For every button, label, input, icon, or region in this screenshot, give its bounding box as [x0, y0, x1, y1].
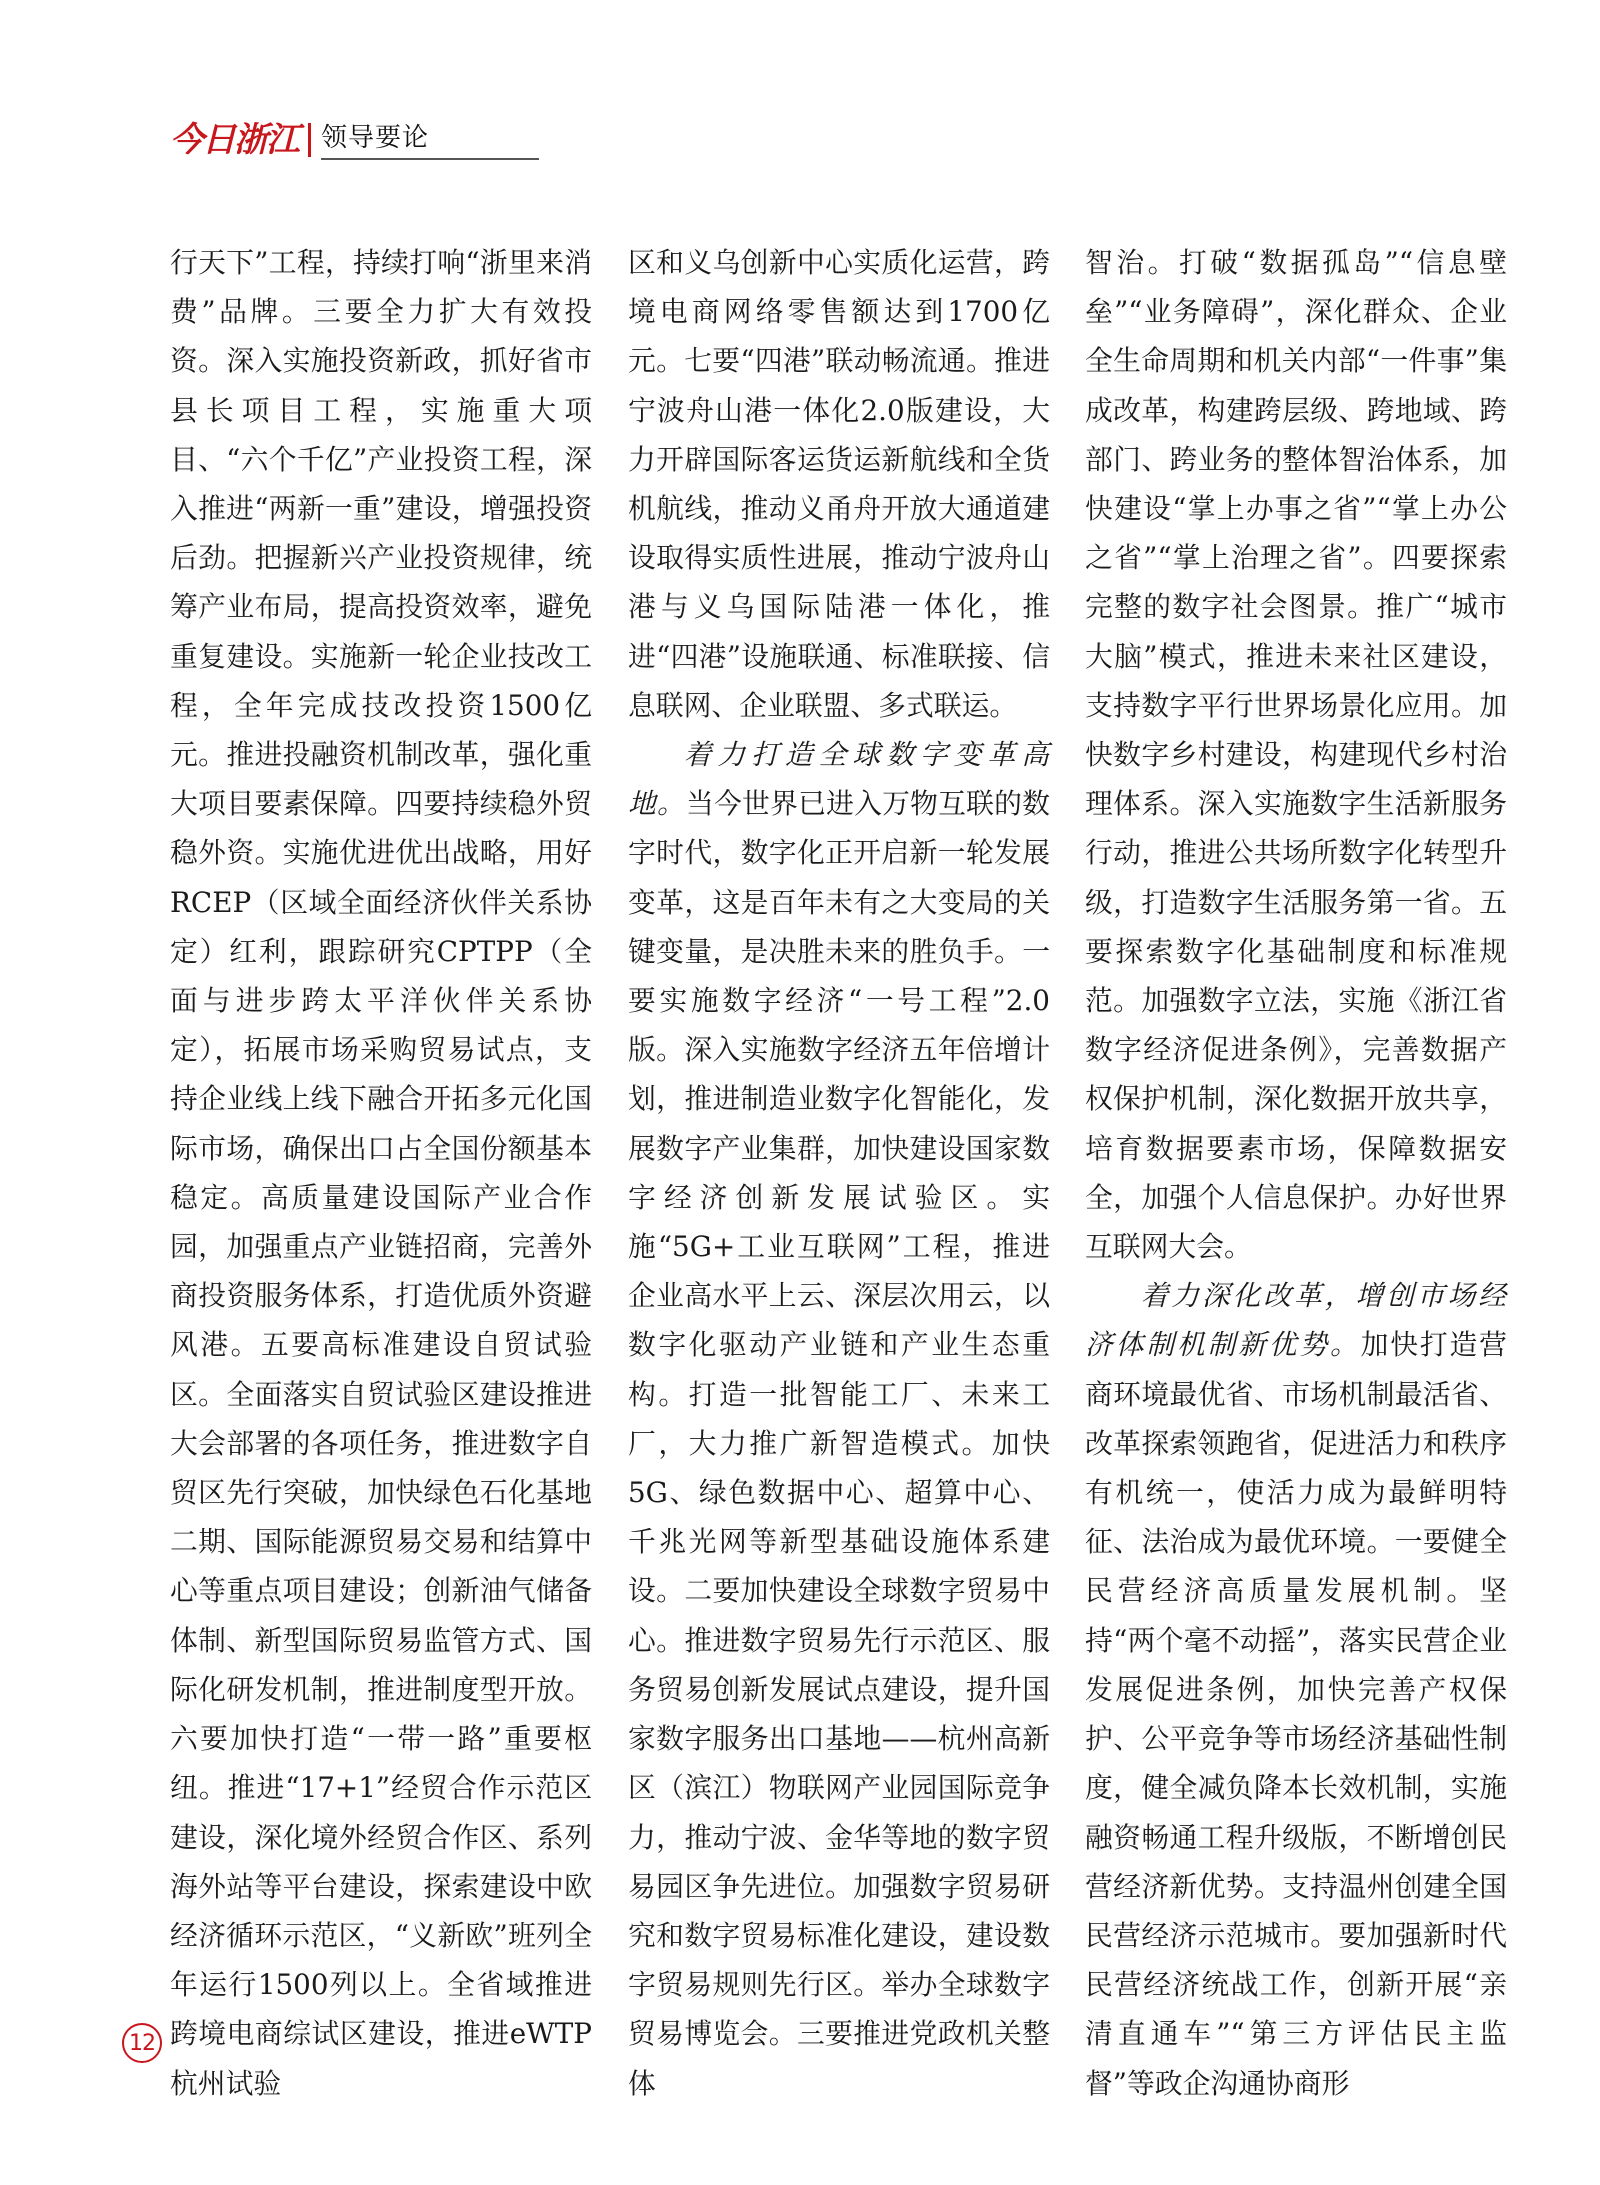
- page-header: [170, 118, 539, 160]
- text-column-1: [170, 238, 592, 2108]
- section-title: 领导要论: [321, 118, 539, 160]
- paragraph: [628, 238, 1050, 730]
- paragraph-lead: 着力打造全球数字变革高地。: [628, 738, 1050, 821]
- text-column-2: [628, 238, 1050, 2108]
- header-divider: [308, 123, 311, 157]
- paragraph-text: 行天下”工程，持续打响“浙里来消费”品牌。三要全力扩大有效投资。深入实施投资新政，抓好省市县长项目工程，实施重大项目、“六个千亿”产业投资工程，深入推进“两新一重”建设，增强投资后劲。把握新兴产业投资规律，统筹产业布局，提高投资效率，避免重复建设。实施新一轮企业技改工程，全年完成技改投资1500亿元。推进投融资机制改革，强化重大项目要素保障。四要持续稳外贸稳外资。实施优进优出战略，用好RCEP（区域全面经济伙伴关系协定）红利，跟踪研究CPTPP（全面与进步跨太平洋伙伴关系协定），拓展市场采购贸易试点，支持企业线上线下融合开拓多元化国际市场，确保出口占全国份额基本稳定。高质量建设国际产业合作园，加强重点产业链招商，完善外商投资服务体系，打造优质外资避风港。五要高标准建设自贸试验区。全面落实自贸试验区建设推进大会部署的各项任务，推进数字自贸区先行突破，加快绿色石化基地二期、国际能源贸易交易和结算中心等重点项目建设；创新油气储备体制、新型国际贸易监管方式、国际化研发机制，推进制度型开放。六要加快打造“一带一路”重要枢纽。推进“17+1”经贸合作示范区建设，深化境外经贸合作区、系列海外站等平台建设，探索建设中欧经济循环示范区，“义新欧”班列全年运行1500列以上。全省域推进跨境电商综试区建设，推进eWTP杭州试验: [170, 246, 592, 2100]
- paragraph-text: 智治。打破“数据孤岛”“信息壁垒”“业务障碍”，深化群众、企业全生命周期和机关内部“一件事”集成改革，构建跨层级、跨地域、跨部门、跨业务的整体智治体系，加快建设“掌上办事之省”“掌上办公之省”“掌上治理之省”。四要探索完整的数字社会图景。推广“城市大脑”模式，推进未来社区建设，支持数字平行世界场景化应用。加快数字乡村建设，构建现代乡村治理体系。深入实施数字生活新服务行动，推进公共场所数字化转型升级，打造数字生活服务第一省。五要探索数字化基础制度和标准规范。加强数字立法，实施《浙江省数字经济促进条例》，完善数据产权保护机制，深化数据开放共享，培育数据要素市场，保障数据安全，加强个人信息保护。办好世界互联网大会。: [1085, 246, 1507, 1264]
- paragraph: [628, 730, 1050, 2108]
- text-column-3: [1085, 238, 1507, 2108]
- paragraph-text: 加快打造营商环境最优省、市场机制最活省、改革探索领跑省，促进活力和秩序有机统一，使活力成为最鲜明特征、法治成为最优环境。一要健全民营经济高质量发展机制。坚持“两个毫不动摇”，落实民营企业发展促进条例，加快完善产权保护、公平竞争等市场经济基础性制度，健全减负降本长效机制，实施融资畅通工程升级版，不断增创民营经济新优势。支持温州创建全国民营经济示范城市。要加强新时代民营经济统战工作，创新开展“亲清直通车”“第三方评估民主监督”等政企沟通协商形: [1085, 1328, 1507, 2100]
- paragraph-text: 区和义乌创新中心实质化运营，跨境电商网络零售额达到1700亿元。七要“四港”联动畅流通。推进宁波舟山港一体化2.0版建设，大力开辟国际客运货运新航线和全货机航线，推动义甬舟开放大通道建设取得实质性进展，推动宁波舟山港与义乌国际陆港一体化，推进“四港”设施联通、标准联接、信息联网、企业联盟、多式联运。: [628, 246, 1050, 722]
- paragraph-text: 当今世界已进入万物互联的数字时代，数字化正开启新一轮发展变革，这是百年未有之大变局的关键变量，是决胜未来的胜负手。一要实施数字经济“一号工程”2.0版。深入实施数字经济五年倍增计划，推进制造业数字化智能化，发展数字产业集群，加快建设国家数字经济创新发展试验区。实施“5G+工业互联网”工程，推进企业高水平上云、深层次用云，以数字化驱动产业链和产业生态重构。打造一批智能工厂、未来工厂，大力推广新智造模式。加快5G、绿色数据中心、超算中心、千兆光网等新型基础设施体系建设。二要加快建设全球数字贸易中心。推进数字贸易先行示范区、服务贸易创新发展试点建设，提升国家数字服务出口基地——杭州高新区（滨江）物联网产业园国际竞争力，推动宁波、金华等地的数字贸易园区争先进位。加强数字贸易研究和数字贸易标准化建设，建设数字贸易规则先行区。举办全球数字贸易博览会。三要推进党政机关整体: [628, 787, 1050, 2100]
- paragraph: [1085, 238, 1507, 1271]
- paragraph: [170, 238, 592, 2108]
- paragraph-lead: 着力深化改革，增创市场经济体制机制新优势。: [1085, 1279, 1507, 1362]
- paragraph: [1085, 1271, 1507, 2107]
- magazine-logo: 今日浙江: [170, 120, 298, 160]
- page-number: 12: [122, 2023, 162, 2063]
